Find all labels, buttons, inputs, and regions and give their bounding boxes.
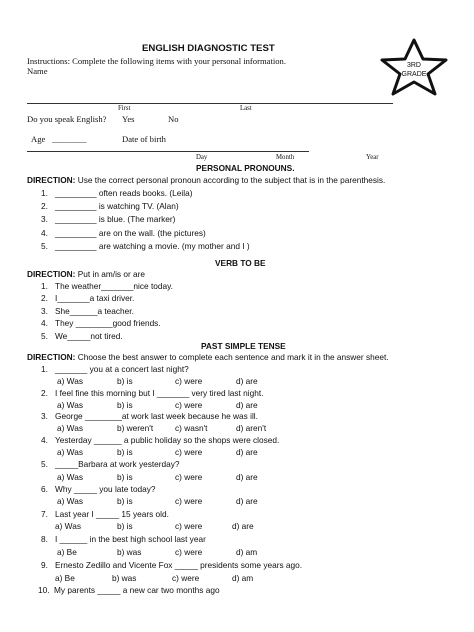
option-b[interactable]: b) is xyxy=(117,400,133,410)
option-a[interactable]: a) Was xyxy=(57,496,83,506)
direction-label: DIRECTION: xyxy=(27,269,76,279)
section-direction-verb-to-be xyxy=(27,269,145,279)
date-of-birth-underline[interactable] xyxy=(27,151,309,152)
option-c[interactable]: c) were xyxy=(175,447,203,457)
direction-text: Put in am/is or are xyxy=(75,269,146,279)
pronoun-list xyxy=(41,187,250,253)
option-b[interactable]: b) was xyxy=(117,547,142,557)
badge-grade-word: GRADE xyxy=(401,71,427,78)
option-b[interactable]: b) is xyxy=(117,447,133,457)
option-b[interactable]: b) is xyxy=(117,496,133,506)
direction-label: DIRECTION: xyxy=(27,352,76,362)
option-c[interactable]: c) were xyxy=(175,521,203,531)
option-d[interactable]: d) am xyxy=(232,573,254,583)
section-title-past-simple: PAST SIMPLE TENSE xyxy=(201,341,286,351)
question-text: _____Barbara at work yesterday? xyxy=(55,459,180,469)
question-item: 1. _______ you at a concert last night? xyxy=(41,364,189,374)
page-title: ENGLISH DIAGNOSTIC TEST xyxy=(142,43,275,54)
question-item: 5. _____Barbara at work yesterday? xyxy=(41,459,180,469)
question-text: Last year I _____ 15 years old. xyxy=(55,509,169,519)
question-text[interactable]: They ________good friends. xyxy=(55,318,161,329)
question-text[interactable]: I_______a taxi driver. xyxy=(55,293,135,304)
question-text: My parents _____ a new car two months ago xyxy=(54,585,220,595)
list-item: 5. We_____not tired. xyxy=(41,330,123,341)
list-item: 2. _________ is watching TV. (Alan) xyxy=(41,201,179,212)
question-text: Ernesto Zedillo and Vicente Fox _____ presidents some years ago. xyxy=(55,560,303,570)
question-item: 8. I ______ in the best high school last year xyxy=(41,534,206,544)
question-item: 6. Why _____ you late today? xyxy=(41,484,156,494)
section-title-pronouns: PERSONAL PRONOUNS. xyxy=(196,163,295,173)
option-d[interactable]: d) are xyxy=(236,472,258,482)
question-text[interactable]: She______a teacher. xyxy=(55,305,134,316)
question-item: 9. Ernesto Zedillo and Vicente Fox _____ presidents some years ago. xyxy=(41,560,303,570)
direction-text: Choose the best answer to complete each sentence and mark it in the answer sheet. xyxy=(75,352,389,362)
list-item: 3. She______a teacher. xyxy=(41,305,134,316)
option-b[interactable]: b) is xyxy=(117,521,133,531)
question-text: Yesterday ______ a public holiday so the shops were closed. xyxy=(55,435,280,445)
option-d[interactable]: d) are xyxy=(236,496,258,506)
question-text[interactable]: _________ often reads books. (Leila) xyxy=(55,188,193,198)
instructions-text: Instructions: Complete the following items with your personal information. xyxy=(27,56,286,66)
direction-text: Use the correct personal pronoun according to the subject that is in the parenthesis. xyxy=(75,175,386,185)
yes-option[interactable]: Yes xyxy=(122,114,135,124)
last-name-caption: Last xyxy=(240,105,252,112)
badge-grade-number: 3RD xyxy=(406,62,421,69)
direction-label: DIRECTION: xyxy=(27,175,76,185)
list-item: 5. _________ are watching a movie. (my mother and I ) xyxy=(41,240,250,251)
question-text: I ______ in the best high school last year xyxy=(55,534,206,544)
option-c[interactable]: c) were xyxy=(175,472,203,482)
name-label: Name xyxy=(27,66,48,76)
month-caption: Month xyxy=(276,154,295,161)
list-item: 4. They ________good friends. xyxy=(41,318,161,329)
question-item: 2. I feel fine this morning but I _______ very tired last night. xyxy=(41,388,264,398)
question-text[interactable]: The weather_______nice today. xyxy=(55,281,173,291)
question-item: 7. Last year I _____ 15 years old. xyxy=(41,509,169,519)
option-c[interactable]: c) were xyxy=(175,376,203,386)
option-c[interactable]: c) wasn't xyxy=(175,423,208,433)
list-item: 3. _________ is blue. (The marker) xyxy=(41,214,176,225)
option-a[interactable]: a) Be xyxy=(57,547,77,557)
date-of-birth-label: Date of birth xyxy=(122,134,166,144)
question-item: 3. George ________at work last week because he was ill. xyxy=(41,411,258,421)
no-option[interactable]: No xyxy=(168,114,179,124)
question-text: George ________at work last week because he was ill. xyxy=(55,411,258,421)
section-title-verb-to-be: VERB TO BE xyxy=(215,258,266,268)
option-d[interactable]: d) are xyxy=(236,376,258,386)
option-a[interactable]: a) Was xyxy=(57,447,83,457)
option-c[interactable]: c) were xyxy=(175,496,203,506)
question-text[interactable]: We_____not tired. xyxy=(55,330,123,341)
option-b[interactable]: b) weren't xyxy=(117,423,154,433)
option-a[interactable]: a) Was xyxy=(57,472,83,482)
year-caption: Year xyxy=(366,154,379,161)
list-item: 1. The weather_______nice today. xyxy=(41,281,173,291)
verb-to-be-list xyxy=(41,280,173,342)
list-item: 1. _________ often reads books. (Leila) xyxy=(41,188,193,198)
option-d[interactable]: d) am xyxy=(236,547,258,557)
question-text: I feel fine this morning but I _______ very tired last night. xyxy=(55,388,264,398)
question-text[interactable]: _________ is watching TV. (Alan) xyxy=(55,201,179,212)
option-a[interactable]: a) Was xyxy=(57,376,83,386)
name-underline[interactable] xyxy=(27,103,393,104)
question-text: _______ you at a concert last night? xyxy=(55,364,189,374)
option-d[interactable]: d) are xyxy=(236,447,258,457)
option-a[interactable]: a) Was xyxy=(57,400,83,410)
speak-english-question: Do you speak English? xyxy=(27,114,107,124)
option-c[interactable]: c) were xyxy=(175,400,203,410)
age-label: Age xyxy=(31,134,46,144)
section-direction-pronouns xyxy=(27,175,385,185)
option-a[interactable]: a) Was xyxy=(55,521,81,531)
option-d[interactable]: d) are xyxy=(232,521,254,531)
option-d[interactable]: d) are xyxy=(236,400,258,410)
option-a[interactable]: a) Was xyxy=(57,423,83,433)
section-direction-past-simple xyxy=(27,352,389,362)
age-field[interactable]: ________ xyxy=(52,134,87,144)
question-text[interactable]: _________ are watching a movie. (my mother and I ) xyxy=(55,240,250,251)
list-item: 4. _________ are on the wall. (the pictures) xyxy=(41,227,206,238)
question-text[interactable]: _________ are on the wall. (the pictures) xyxy=(55,227,206,238)
option-d[interactable]: d) aren't xyxy=(236,423,267,433)
option-b[interactable]: b) is xyxy=(117,376,133,386)
option-c[interactable]: c) were xyxy=(175,547,203,557)
question-text: Why _____ you late today? xyxy=(55,484,156,494)
first-name-caption: First xyxy=(118,105,131,112)
option-c[interactable]: c) were xyxy=(172,573,200,583)
option-b[interactable]: b) was xyxy=(112,573,137,583)
question-item: 10. My parents _____ a new car two months ago xyxy=(38,585,220,595)
option-b[interactable]: b) is xyxy=(117,472,133,482)
question-text[interactable]: _________ is blue. (The marker) xyxy=(55,214,176,225)
list-item: 2. I_______a taxi driver. xyxy=(41,293,135,304)
option-a[interactable]: a) Be xyxy=(55,573,75,583)
day-caption: Day xyxy=(196,154,208,161)
question-item: 4. Yesterday ______ a public holiday so the shops were closed. xyxy=(41,435,280,445)
